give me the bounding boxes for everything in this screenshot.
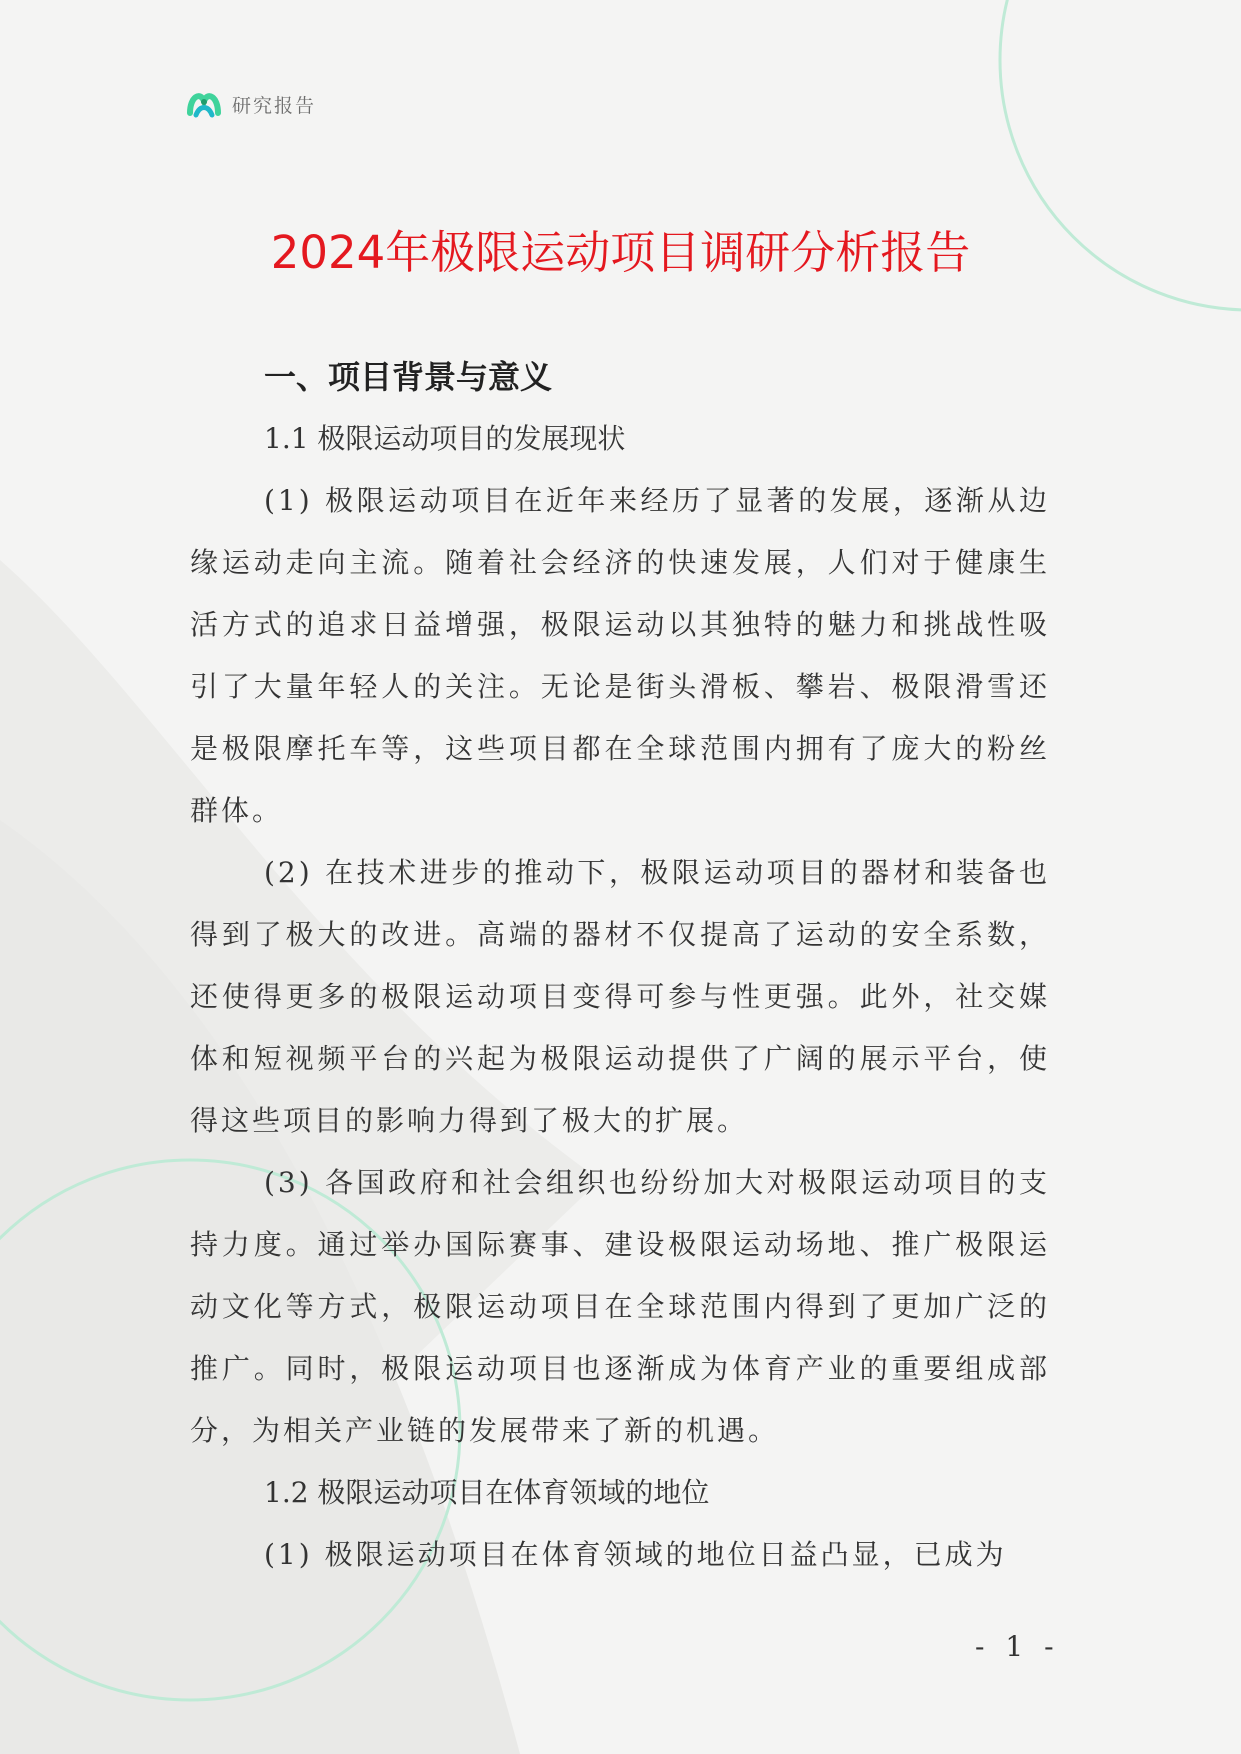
document-header: [186, 86, 316, 122]
paragraph: (1) 极限运动项目在近年来经历了显著的发展，逐渐从边缘运动走向主流。随着社会经济的快速发展，人们对于健康生活方式的追求日益增强，极限运动以其独特的魅力和挑战性吸引了大量年轻人的关注。无论是街头滑板、攀岩、极限滑雪还是极限摩托车等，这些项目都在全球范围内拥有了庞大的粉丝群体。: [190, 484, 1050, 827]
subsection-heading: 1.1 极限运动项目的发展现状: [264, 422, 626, 455]
page-number: - 1 -: [975, 1630, 1060, 1663]
section-heading: 一、项目背景与意义: [264, 358, 553, 396]
subsection-heading: 1.2 极限运动项目在体育领域的地位: [264, 1476, 710, 1509]
document-body: [190, 346, 1050, 1586]
paragraph: (3) 各国政府和社会组织也纷纷加大对极限运动项目的支持力度。通过举办国际赛事、建设极限运动场地、推广极限运动文化等方式，极限运动项目在全球范围内得到了更加广泛的推广。同时，极限运动项目也逐渐成为体育产业的重要组成部分，为相关产业链的发展带来了新的机遇。: [190, 1166, 1050, 1447]
report-logo-icon: [186, 87, 222, 121]
header-label: 研究报告: [232, 94, 317, 117]
paragraph: (1) 极限运动项目在体育领域的地位日益凸显，已成为: [264, 1538, 1007, 1571]
paragraph: (2) 在技术进步的推动下，极限运动项目的器材和装备也得到了极大的改进。高端的器材不仅提高了运动的安全系数，还使得更多的极限运动项目变得可参与性更强。此外，社交媒体和短视频平台的兴起为极限运动提供了广阔的展示平台，使得这些项目的影响力得到了极大的扩展。: [190, 856, 1050, 1137]
document-title: 2024年极限运动项目调研分析报告: [270, 226, 971, 279]
